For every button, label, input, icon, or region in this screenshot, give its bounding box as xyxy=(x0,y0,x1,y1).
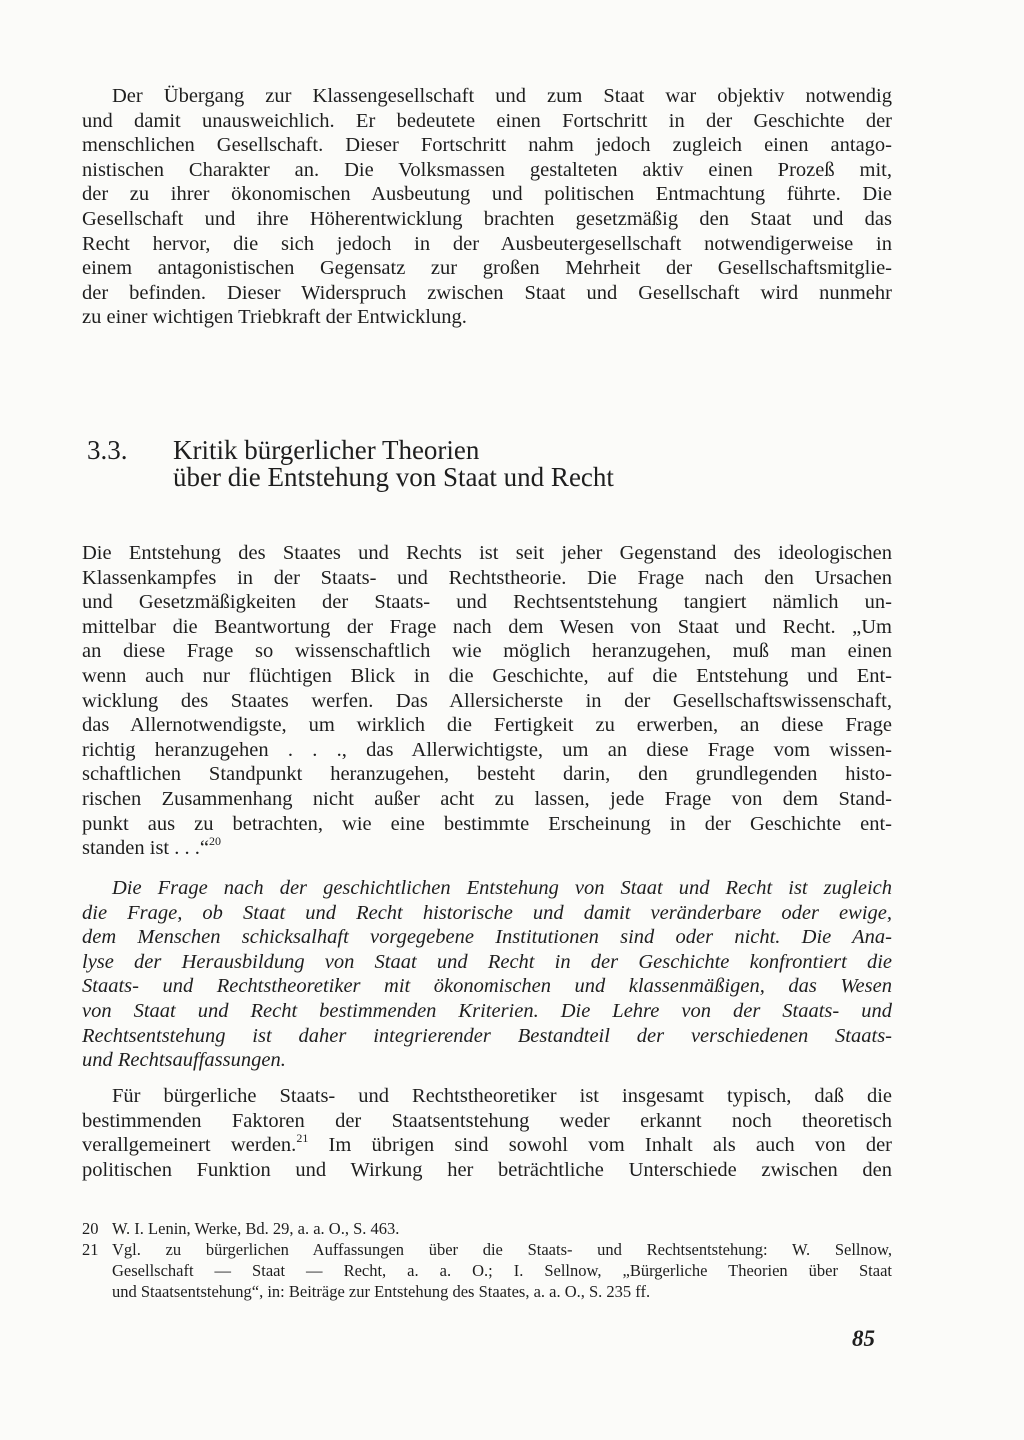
text-line: Gesellschaft und ihre Höherentwicklung brachten gesetzmäßig den Staat und das xyxy=(82,207,892,230)
text-line: das Allernotwendigste, um wirklich die Fertigkeit zu erwerben, an diese Frage xyxy=(82,714,892,737)
text-line: wenn auch nur flüchtigen Blick in die Geschichte, auf die Entstehung und Ent- xyxy=(82,664,892,687)
text-line: die Frage, ob Staat und Recht historische und damit veränderbare oder ewige, xyxy=(82,901,892,924)
paragraph-1 xyxy=(82,84,892,330)
footnote-ref-21: 21 xyxy=(296,1131,309,1146)
text-line: nistischen Charakter an. Die Volksmassen gestalteten aktiv einen Prozeß mit, xyxy=(82,158,892,181)
text-line: Der Übergang zur Klassengesellschaft und zum Staat war objektiv notwendig xyxy=(112,85,892,107)
paragraph-3-italic xyxy=(82,876,892,1073)
paragraph-4 xyxy=(82,1084,892,1182)
text-line: Rechtsentstehung ist daher integrierender Bestandteil der verschiedenen Staats- xyxy=(82,1024,892,1047)
text-line: und damit unausweichlich. Er bedeutete einen Fortschritt in der Geschichte der xyxy=(82,109,892,132)
text-line: politischen Funktion und Wirkung her beträchtliche Unterschiede zwischen den xyxy=(82,1158,892,1181)
footnote-ref-20: 20 xyxy=(208,834,221,849)
text-line: Die Frage nach der geschichtlichen Entstehung von Staat und Recht ist zugleich xyxy=(112,877,892,899)
section-title-line-2: über die Entstehung von Staat und Recht xyxy=(173,462,614,492)
text-line: und Gesetzmäßigkeiten der Staats- und Rechtsentstehung tangiert nämlich un- xyxy=(82,591,892,614)
quote-end-text: standen ist . . .“ xyxy=(82,837,209,860)
paragraph-2 xyxy=(82,541,892,861)
text-fragment: Im übrigen sind sowohl vom Inhalt als auch von der xyxy=(308,1134,892,1157)
footnote-line: Gesellschaft — Staat — Recht, a. a. O.; I. Sellnow, „Bürgerliche Theorien über Staat xyxy=(112,1261,892,1280)
text-line: menschlichen Gesellschaft. Dieser Fortschritt nahm jedoch zugleich einen antago- xyxy=(82,134,892,157)
text-line: rischen Zusammenhang nicht außer acht zu lassen, jede Frage von dem Stand- xyxy=(82,787,892,810)
text-line: Klassenkampfes in der Staats- und Rechtstheorie. Die Frage nach den Ursachen xyxy=(82,566,892,589)
text-line: Die Entstehung des Staates und Rechts ist seit jeher Gegenstand des ideologischen xyxy=(82,542,892,564)
text-line: bestimmenden Faktoren der Staatsentstehung weder erkannt noch theoretisch xyxy=(82,1109,892,1132)
text-line: mittelbar die Beantwortung der Frage nach dem Wesen von Staat und Recht. „Um xyxy=(82,615,892,638)
footnote-number: 20 xyxy=(82,1219,99,1238)
text-line: dem Menschen schicksalhaft vorgegebene Institutionen sind oder nicht. Die Ana- xyxy=(82,926,892,949)
text-line: schaftlichen Standpunkt heranzugehen, besteht darin, den grundlegenden histo- xyxy=(82,763,892,786)
footnote-number: 21 xyxy=(82,1240,99,1259)
footnote-line: und Staatsentstehung“, in: Beiträge zur Entstehung des Staates, a. a. O., S. 235 ff. xyxy=(112,1282,651,1301)
text-line: punkt aus zu betrachten, wie eine bestimmte Erscheinung in der Geschichte ent- xyxy=(82,812,892,835)
text-line xyxy=(82,1133,892,1158)
text-line: wicklung des Staates werfen. Das Allersicherste in der Gesellschaftswissenschaft, xyxy=(82,689,892,712)
footnote-line: Vgl. zu bürgerlichen Auffassungen über die Staats- und Rechtsentstehung: W. Sellnow, xyxy=(112,1240,892,1259)
page-number: 85 xyxy=(852,1326,875,1351)
text-line: richtig heranzugehen . . ., das Allerwichtigste, um an diese Frage vom wissen- xyxy=(82,738,892,761)
text-line: Für bürgerliche Staats- und Rechtstheoretiker ist insgesamt typisch, daß die xyxy=(112,1085,892,1107)
text-line: von Staat und Recht bestimmenden Kriterien. Die Lehre von der Staats- und xyxy=(82,999,892,1022)
text-line: lyse der Herausbildung von Staat und Recht in der Geschichte konfrontiert die xyxy=(82,950,892,973)
text-line: an diese Frage so wissenschaftlich wie möglich heranzugehen, muß man einen xyxy=(82,640,892,663)
text-line: Recht hervor, die sich jedoch in der Ausbeutergesellschaft notwendigerweise in xyxy=(82,232,892,255)
text-line: Staats- und Rechtstheoretiker mit ökonomischen und klassenmäßigen, das Wesen xyxy=(82,975,892,998)
text-line xyxy=(82,836,892,861)
footnote-line: W. I. Lenin, Werke, Bd. 29, a. a. O., S. 463. xyxy=(112,1219,400,1238)
text-line: einem antagonistischen Gegensatz zur großen Mehrheit der Gesellschaftsmitglie- xyxy=(82,257,892,280)
text-line: zu einer wichtigen Triebkraft der Entwicklung. xyxy=(82,306,467,329)
text-fragment: verallgemeinert werden. xyxy=(82,1134,297,1157)
section-number: 3.3. xyxy=(87,435,128,465)
text-line: und Rechtsauffassungen. xyxy=(82,1049,286,1072)
text-line: der zu ihrer ökonomischen Ausbeutung und politischen Entmachtung führte. Die xyxy=(82,183,892,206)
text-line: der befinden. Dieser Widerspruch zwischen Staat und Gesellschaft wird nunmehr xyxy=(82,281,892,304)
section-title-line-1: Kritik bürgerlicher Theorien xyxy=(173,435,480,465)
